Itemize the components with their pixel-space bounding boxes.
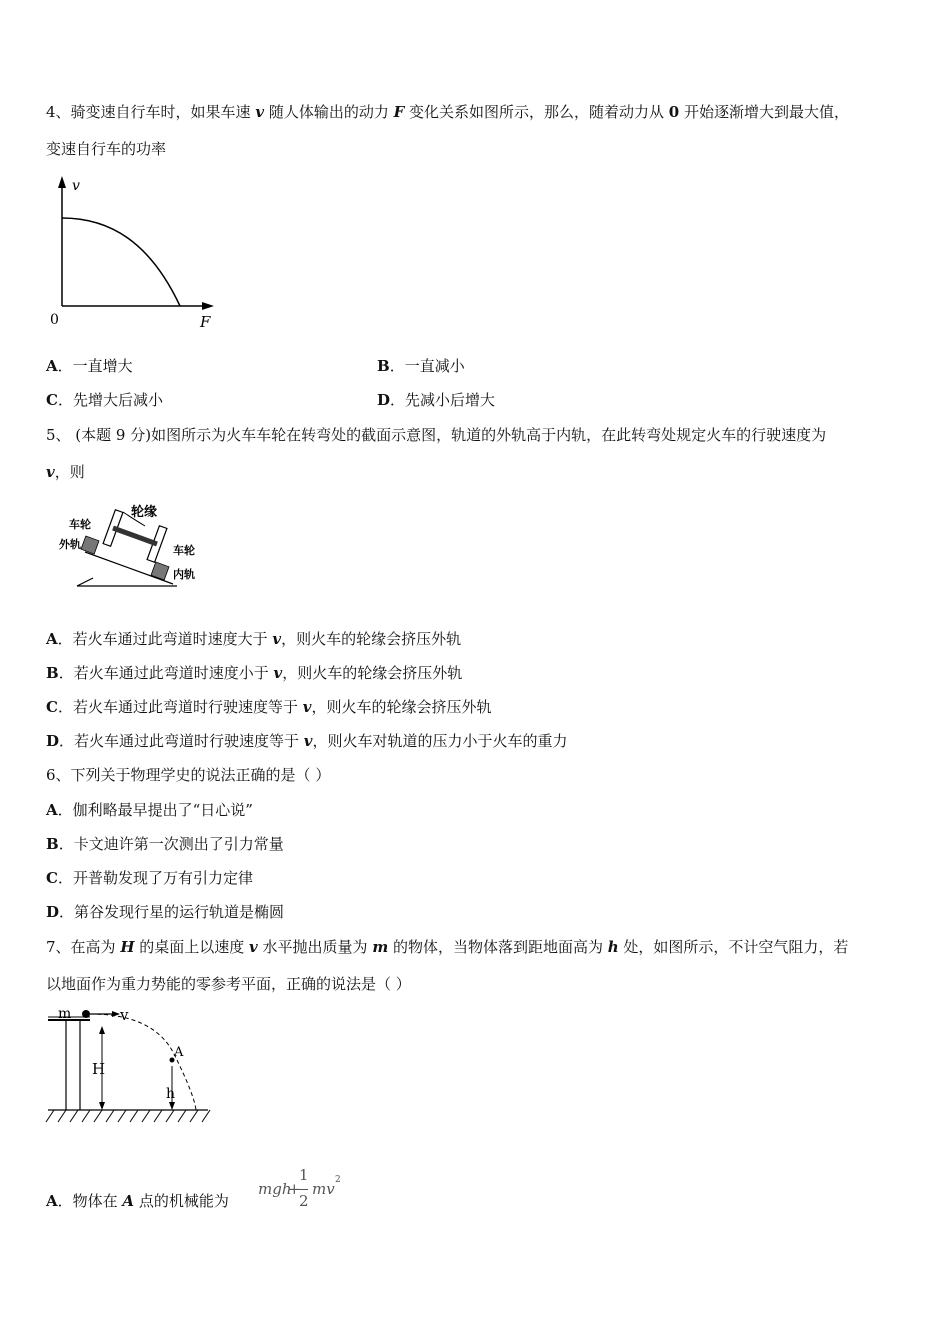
q4-text: 4、骑变速自行车时，如果车速 bbox=[46, 103, 256, 121]
q7-text: 处，如图所示，不计空气阻力，若 bbox=[618, 938, 849, 956]
option-text: ．一直减小 bbox=[389, 357, 465, 375]
q7-text: 水平抛出质量为 bbox=[257, 938, 373, 956]
option-var: v bbox=[273, 664, 283, 682]
q7-text: 的桌面上以速度 bbox=[134, 938, 250, 956]
q5-axle bbox=[113, 528, 157, 544]
option-text: ．第谷发现行星的运行轨道是椭圆 bbox=[59, 903, 285, 921]
q4-stem-line2: 变速自行车的功率 bbox=[46, 140, 167, 158]
option-text: ．物体在 bbox=[57, 1192, 123, 1210]
option-text: ，则火车的轮缘会挤压外轨 bbox=[311, 698, 492, 716]
option-text: ．若火车通过此弯道时速度大于 bbox=[57, 630, 273, 648]
q5-stem-line2 bbox=[46, 462, 85, 482]
option-text: ，则火车的轮缘会挤压外轨 bbox=[282, 664, 463, 682]
q7-var-H: H bbox=[120, 938, 135, 956]
option-letter: C bbox=[46, 391, 58, 409]
q4-curve bbox=[62, 218, 180, 306]
q6-option-c[interactable] bbox=[46, 868, 253, 888]
option-text: 点的机械能为 bbox=[134, 1192, 229, 1210]
option-letter: A bbox=[46, 1192, 58, 1210]
q7-var-h: h bbox=[607, 938, 619, 956]
formula-denominator: 2 bbox=[299, 1192, 309, 1210]
option-text: ．一直增大 bbox=[57, 357, 133, 375]
q7-label-H: H bbox=[92, 1060, 106, 1078]
q4-option-b[interactable] bbox=[377, 356, 465, 376]
q6-option-a[interactable] bbox=[46, 800, 253, 820]
q7-stem-line2: 以地面作为重力势能的零参考平面，正确的说法是（ ） bbox=[46, 975, 411, 993]
option-text: ．伽利略最早提出了“日心说” bbox=[57, 801, 253, 819]
q6-option-d[interactable] bbox=[46, 902, 284, 922]
option-letter: B bbox=[377, 357, 390, 375]
option-letter: B bbox=[46, 835, 59, 853]
q7-var-v: v bbox=[249, 938, 258, 956]
q7-label-h: h bbox=[166, 1086, 176, 1102]
option-var: v bbox=[272, 630, 282, 648]
option-text: ，则火车的轮缘会挤压外轨 bbox=[281, 630, 462, 648]
q4-zero: 0 bbox=[668, 103, 680, 121]
q4-y-arrow bbox=[58, 176, 66, 188]
option-letter: C bbox=[46, 698, 58, 716]
q4-origin-label: 0 bbox=[50, 312, 59, 328]
q7-ball bbox=[82, 1010, 90, 1018]
q5-outer-rail bbox=[81, 536, 99, 554]
option-text: ．先减小后增大 bbox=[390, 391, 496, 409]
q5-stem-line1: 5、 (本题 9 分)如图所示为火车车轮在转弯处的截面示意图，轨道的外轨高于内轨，在此转弯处规定火车的行驶速度为 bbox=[46, 426, 827, 444]
option-text: ．先增大后减小 bbox=[57, 391, 163, 409]
q7-label-A: A bbox=[174, 1045, 184, 1060]
formula-mv: mv bbox=[312, 1180, 335, 1198]
option-text: ，则火车对轨道的压力小于火车的重力 bbox=[312, 732, 568, 750]
q7-label-v: v bbox=[120, 1006, 129, 1024]
q4-var-F: F bbox=[393, 103, 405, 121]
option-letter: A bbox=[46, 357, 58, 375]
option-letter: A bbox=[46, 801, 58, 819]
q5-option-d[interactable] bbox=[46, 731, 568, 751]
option-text: ．若火车通过此弯道时行驶速度等于 bbox=[59, 732, 304, 750]
q5-var-v: v bbox=[46, 463, 55, 481]
q5-text: ，则 bbox=[54, 463, 85, 481]
q4-text: 开始逐渐增大到最大值， bbox=[679, 103, 850, 121]
q4-x-arrow bbox=[202, 302, 214, 310]
q4-y-label: v bbox=[72, 178, 80, 194]
formula-exponent: 2 bbox=[335, 1175, 341, 1185]
q7-ground-hatching bbox=[46, 1110, 210, 1122]
q7-text: 7、在高为 bbox=[46, 938, 121, 956]
q6-option-b[interactable] bbox=[46, 834, 284, 854]
q4-option-a[interactable] bbox=[46, 356, 133, 376]
option-text: ．开普勒发现了万有引力定律 bbox=[57, 869, 253, 887]
q6-stem: 6、下列关于物理学史的说法正确的是（ ） bbox=[46, 766, 331, 784]
option-text: ．若火车通过此弯道时行驶速度等于 bbox=[57, 698, 303, 716]
option-letter: A bbox=[46, 630, 58, 648]
option-letter: B bbox=[46, 664, 59, 682]
q5-rail-figure bbox=[55, 500, 215, 595]
q4-stem-line1 bbox=[46, 102, 849, 122]
option-letter: D bbox=[46, 903, 60, 921]
option-var: v bbox=[302, 698, 312, 716]
q4-var-v: v bbox=[255, 103, 265, 121]
formula-mgh: mgh bbox=[258, 1180, 292, 1198]
q5-label-wheel-left: 车轮 bbox=[69, 518, 91, 531]
q4-text: 变化关系如图所示，那么，随着动力从 bbox=[404, 103, 669, 121]
option-var: v bbox=[303, 732, 313, 750]
q5-option-a[interactable] bbox=[46, 629, 461, 649]
q4-vf-graph bbox=[40, 172, 230, 337]
q4-option-d[interactable] bbox=[377, 390, 495, 410]
q7-var-m: m bbox=[372, 938, 389, 956]
formula-numerator: 1 bbox=[299, 1166, 309, 1184]
q7-text: 的物体，当物体落到距地面高为 bbox=[388, 938, 608, 956]
option-letter: D bbox=[46, 732, 60, 750]
q5-ground-incline bbox=[77, 578, 93, 586]
q4-option-c[interactable] bbox=[46, 390, 163, 410]
q7-projectile-figure bbox=[44, 1006, 214, 1128]
option-letter: D bbox=[377, 391, 391, 409]
q7-option-a[interactable] bbox=[46, 1191, 229, 1211]
q7-stem-line1 bbox=[46, 937, 848, 957]
q5-label-outer-rail: 外轨 bbox=[59, 538, 81, 551]
q5-label-wheel-right: 车轮 bbox=[173, 544, 195, 557]
q4-x-label: F bbox=[200, 313, 211, 331]
q4-text: 随人体输出的动力 bbox=[264, 103, 394, 121]
option-text: ．若火车通过此弯道时速度小于 bbox=[58, 664, 274, 682]
formula-fraction-bar bbox=[297, 1189, 308, 1190]
option-text: ．卡文迪许第一次测出了引力常量 bbox=[58, 835, 284, 853]
option-letter: C bbox=[46, 869, 58, 887]
option-var: A bbox=[122, 1192, 135, 1210]
q5-label-flange: 轮缘 bbox=[131, 505, 158, 520]
formula-plus: + bbox=[288, 1180, 301, 1198]
q7-trajectory bbox=[90, 1014, 196, 1110]
q5-option-b[interactable] bbox=[46, 663, 462, 683]
q7-label-m: m bbox=[58, 1006, 72, 1022]
q5-option-c[interactable] bbox=[46, 697, 491, 717]
q5-label-inner-rail: 内轨 bbox=[173, 568, 195, 581]
